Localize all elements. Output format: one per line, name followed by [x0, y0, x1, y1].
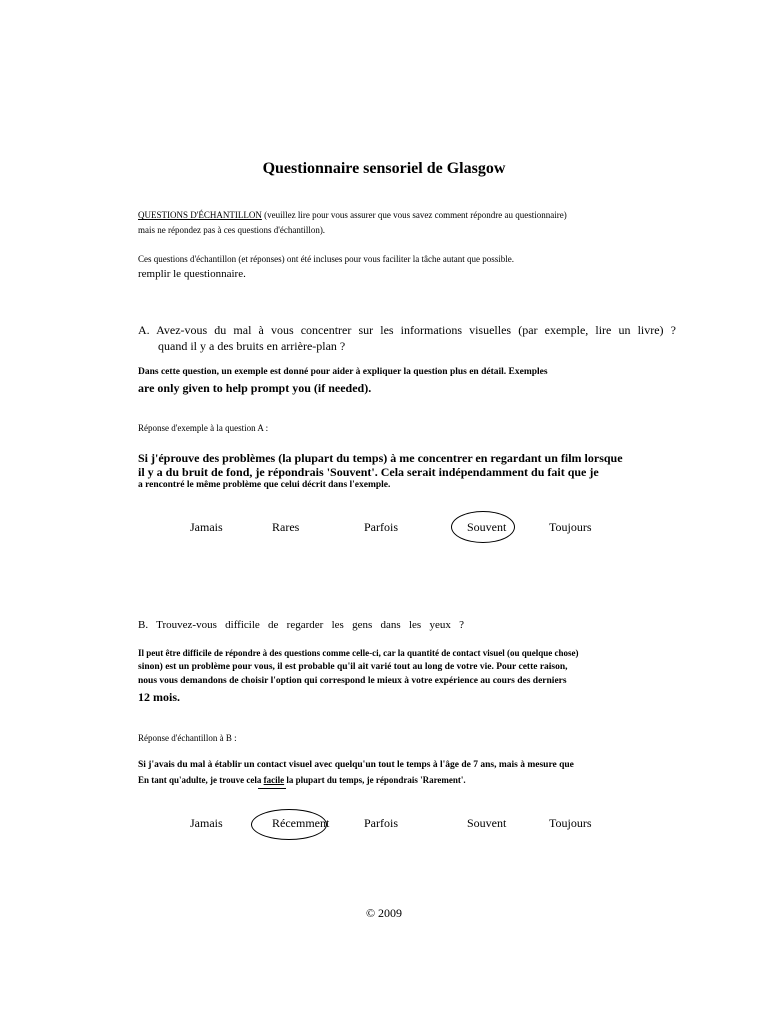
intro-heading: QUESTIONS D'ÉCHANTILLON [138, 210, 262, 220]
question-a-answer-line2: il y a du bruit de fond, je répondrais 'Souvent'. Cela serait indépendamment du fait que je [138, 465, 599, 479]
question-a-sample-label: Réponse d'exemple à la question A : [138, 423, 269, 433]
scale-b-option-jamais: Jamais [190, 816, 223, 830]
answer-b-text-c: la plupart du temps, je répondrais 'Rarement'. [284, 775, 466, 785]
intro-heading-note: (veuillez lire pour vous assurer que vous savez comment répondre au questionnaire) [261, 210, 567, 220]
question-b-answer-line2 [138, 774, 466, 786]
scale-b-option-toujours: Toujours [549, 816, 592, 830]
scale-a-option-toujours: Toujours [549, 520, 592, 534]
scale-b-option-souvent: Souvent [467, 816, 507, 830]
question-b-sample-label: Réponse d'échantillon à B : [138, 733, 237, 743]
question-b-explain-line3: nous vous demandons de choisir l'option qui correspond le mieux à votre expérience au cours des derniers [138, 676, 567, 686]
handwritten-underline-mark [258, 788, 286, 789]
question-a-explain-line1: Dans cette question, un exemple est donné pour aider à expliquer la question plus en détail. Exemples [138, 367, 548, 377]
scale-a-option-rares: Rares [272, 520, 300, 534]
question-b-explain-line4: 12 mois. [138, 690, 180, 704]
scale-a-option-jamais: Jamais [190, 520, 223, 534]
question-b-explain-line2: sinon) est un problème pour vous, il est probable qu'il ait varié tout au long de votre vie. Pour cette raison, [138, 662, 568, 672]
question-b-explain-line1: Il peut être difficile de répondre à des questions comme celle-ci, car la quantité de contact visuel (ou quelque chose) [138, 648, 579, 658]
intro-heading-line [138, 209, 567, 221]
page-title: Questionnaire sensoriel de Glasgow [262, 160, 506, 177]
intro-line2: mais ne répondez pas à ces questions d'échantillon). [138, 225, 326, 235]
scale-b-option-recemment: Récemment [272, 816, 330, 830]
question-a-answer-line3: a rencontré le même problème que celui décrit dans l'exemple. [138, 480, 391, 490]
intro-para-line1: Ces questions d'échantillon (et réponses) ont été incluses pour vous faciliter la tâche autant que possible. [138, 254, 515, 264]
question-a-answer-line1: Si j'éprouve des problèmes (la plupart du temps) à me concentrer en regardant un film lorsque [138, 451, 623, 465]
answer-b-underlined-word: facile [263, 775, 285, 785]
answer-b-text-a: En tant qu'adulte, je trouve cela [138, 775, 264, 785]
intro-para-line2: remplir le questionnaire. [138, 268, 246, 280]
scale-a-option-souvent: Souvent [467, 520, 507, 534]
question-a-line1: A. Avez-vous du mal à vous concentrer sur les informations visuelles (par exemple, lire un livre) ? [138, 323, 676, 337]
scale-b-option-parfois: Parfois [364, 816, 398, 830]
scale-a-option-parfois: Parfois [364, 520, 398, 534]
selected-answer-circle [251, 809, 330, 840]
question-a-explain-line2: are only given to help prompt you (if needed). [138, 381, 372, 395]
copyright-footer: © 2009 [365, 906, 403, 920]
question-a-line2: quand il y a des bruits en arrière-plan ? [158, 339, 346, 353]
selected-answer-circle [451, 511, 515, 543]
question-b-answer-line1: Si j'avais du mal à établir un contact visuel avec quelqu'un tout le temps à l'âge de 7 ans, mais à mesure que [138, 760, 574, 770]
question-b-line1: B. Trouvez-vous difficile de regarder les gens dans les yeux ? [138, 619, 464, 631]
